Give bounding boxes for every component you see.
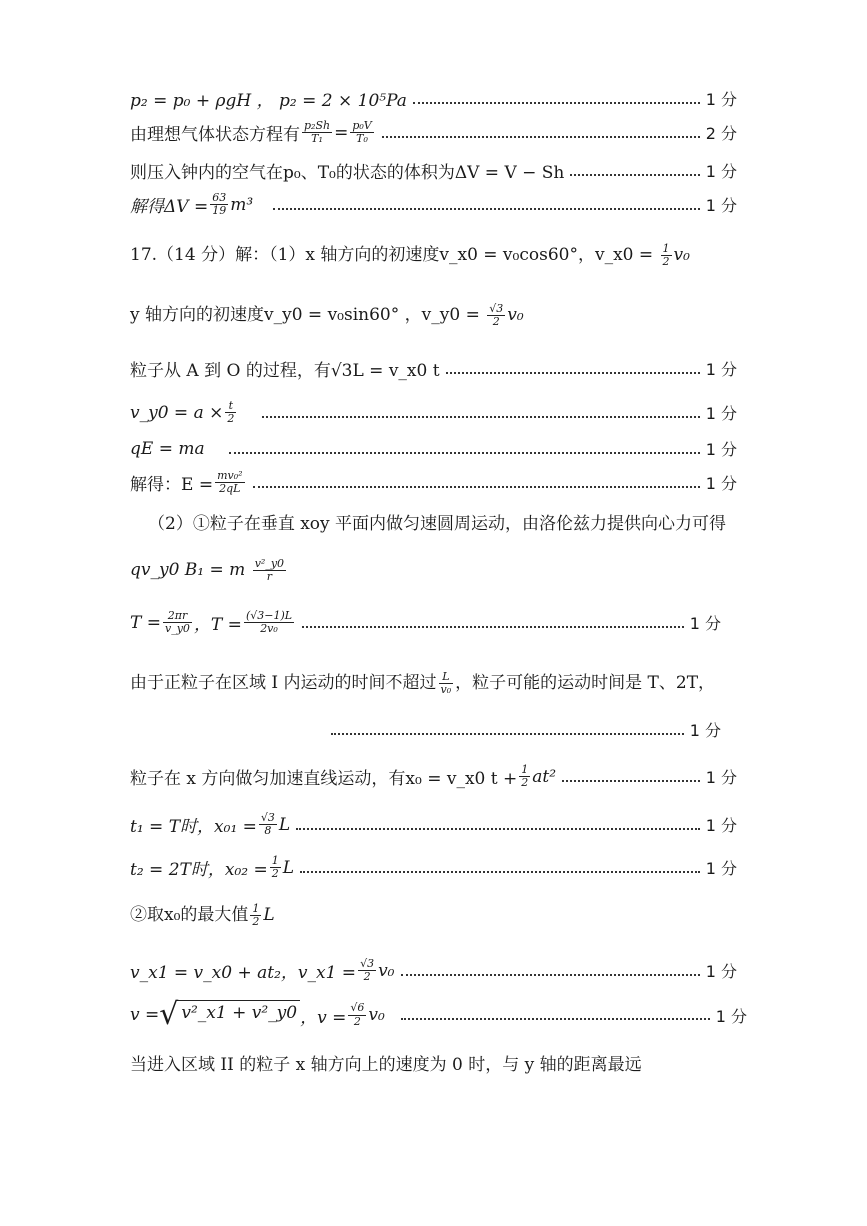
line-10: 解得：E = $\frac{\text{mv₀²}}{2qL}$ 1 分 xyxy=(130,469,737,496)
line-13: T = $\frac{2\pi r}{v\_y0}$ ，T = $\frac{(√3-1)L}{\text{2v₀}}$ 1 分 xyxy=(130,609,721,636)
line-5: 17.（14 分）解：（1）x 轴方向的初速度v_x0 = v₀cos60°，v_x0 = $\frac{1}{2}$ v₀ xyxy=(130,241,690,268)
line-12: qv_y0 B₁ = m $\frac{\text{v²\_y0}}{r}$ xyxy=(130,557,285,584)
leader-dots xyxy=(229,452,700,454)
line-7: 粒子从 A 到 O 的过程，有√3L = v_x0 t 1 分 xyxy=(130,360,737,381)
leader-dots xyxy=(296,828,700,830)
fraction: $\frac{√6}{2}$ xyxy=(350,1001,365,1028)
line-11: （2）①粒子在垂直 xoy 平面内做匀速圆周运动，由洛伦兹力提供向心力可得 xyxy=(148,514,727,534)
line-3: 则压入钟内的空气在p₀、T₀的状态的体积为ΔV = V − Sh 1 分 xyxy=(130,162,737,183)
square-root: √ v²_x1 + v²_y0 xyxy=(159,1000,300,1030)
fraction: $\frac{\text{v²\_y0}}{r}$ xyxy=(254,557,285,584)
line-2: 由理想气体状态方程有 $\frac{\text{p₂Sh}}{\text{T₁}}$ = $\frac{\text{p₀V}}{\text{T₀}}$ 2 分 xyxy=(130,119,737,146)
line-19: ②取x₀的最大值 $\frac{1}{2}$ L xyxy=(130,901,275,928)
leader-dots xyxy=(401,974,700,976)
line-21: v = √ v²_x1 + v²_y0 ，v = $\frac{√6}{2}$ v₀ 1 分 xyxy=(130,997,747,1032)
fraction: $\frac{1}{2}$ xyxy=(662,241,670,268)
fraction: $\frac{1}{2}$ xyxy=(271,854,279,881)
leader-dots xyxy=(302,626,684,628)
line-16: 粒子在 x 方向做匀加速直线运动，有x₀ = v_x0 t + $\frac{1}{2}$ at² 1 分 xyxy=(130,763,737,790)
leader-dots xyxy=(413,102,700,104)
leader-dots xyxy=(570,174,699,176)
fraction: $\frac{L}{\text{v₀}}$ xyxy=(440,669,452,696)
line-20: v_x1 = v_x0 + at₂，v_x1 = $\frac{√3}{2}$ v₀ 1 分 xyxy=(130,957,737,984)
line-8: v_y0 = a × $\frac{t}{2}$ 1 分 xyxy=(130,399,737,426)
line-4: 解得ΔV = $\frac{63}{19}$ m³ 1 分 xyxy=(130,191,737,218)
fraction: $\frac{1}{2}$ xyxy=(252,901,260,928)
leader-dots xyxy=(262,416,699,418)
leader-dots xyxy=(401,1018,710,1020)
line-15: 1 分 xyxy=(325,718,737,741)
fraction: $\frac{t}{2}$ xyxy=(227,399,235,426)
line-17: t₁ = T时，x₀₁ = $\frac{√3}{8}$ L 1 分 xyxy=(130,811,737,838)
line-18: t₂ = 2T时，x₀₂ = $\frac{1}{2}$ L 1 分 xyxy=(130,854,737,881)
line-6: y 轴方向的初速度v_y0 = v₀sin60° ，v_y0 = $\frac{√3}{2}$ v₀ xyxy=(130,301,524,328)
fraction: $\frac{√3}{2}$ xyxy=(360,957,375,984)
fraction: $\frac{2\pi r}{v\_y0}$ xyxy=(165,609,190,636)
leader-dots xyxy=(300,871,700,873)
line-14: 由于正粒子在区域 I 内运动的时间不超过 $\frac{L}{\text{v₀}}$ ，粒子可能的运动时间是 T、2T， xyxy=(130,669,716,696)
fraction: $\frac{√3}{8}$ xyxy=(260,811,275,838)
leader-dots xyxy=(331,733,684,735)
leader-dots xyxy=(273,208,700,210)
leader-dots xyxy=(446,372,700,374)
leader-dots xyxy=(253,486,700,488)
fraction: $\frac{\text{mv₀²}}{2qL}$ xyxy=(217,469,243,496)
leader-dots xyxy=(382,136,700,138)
fraction: $\frac{\text{p₂Sh}}{\text{T₁}}$ xyxy=(304,119,331,146)
line-9: qE = ma 1 分 xyxy=(130,438,737,459)
fraction: $\frac{\text{p₀V}}{\text{T₀}}$ xyxy=(352,119,372,146)
line-22: 当进入区域 II 的粒子 x 轴方向上的速度为 0 时，与 y 轴的距离最远 xyxy=(130,1055,642,1075)
line-1: p₂ = p₀ + ρgH ， p₂ = 2 × 10⁵Pa 1 分 xyxy=(130,90,737,111)
fraction: $\frac{63}{19}$ xyxy=(212,191,227,218)
leader-dots xyxy=(562,780,700,782)
fraction: $\frac{1}{2}$ xyxy=(521,763,529,790)
fraction: $\frac{(√3-1)L}{\text{2v₀}}$ xyxy=(245,609,293,636)
fraction: $\frac{√3}{2}$ xyxy=(489,301,504,328)
